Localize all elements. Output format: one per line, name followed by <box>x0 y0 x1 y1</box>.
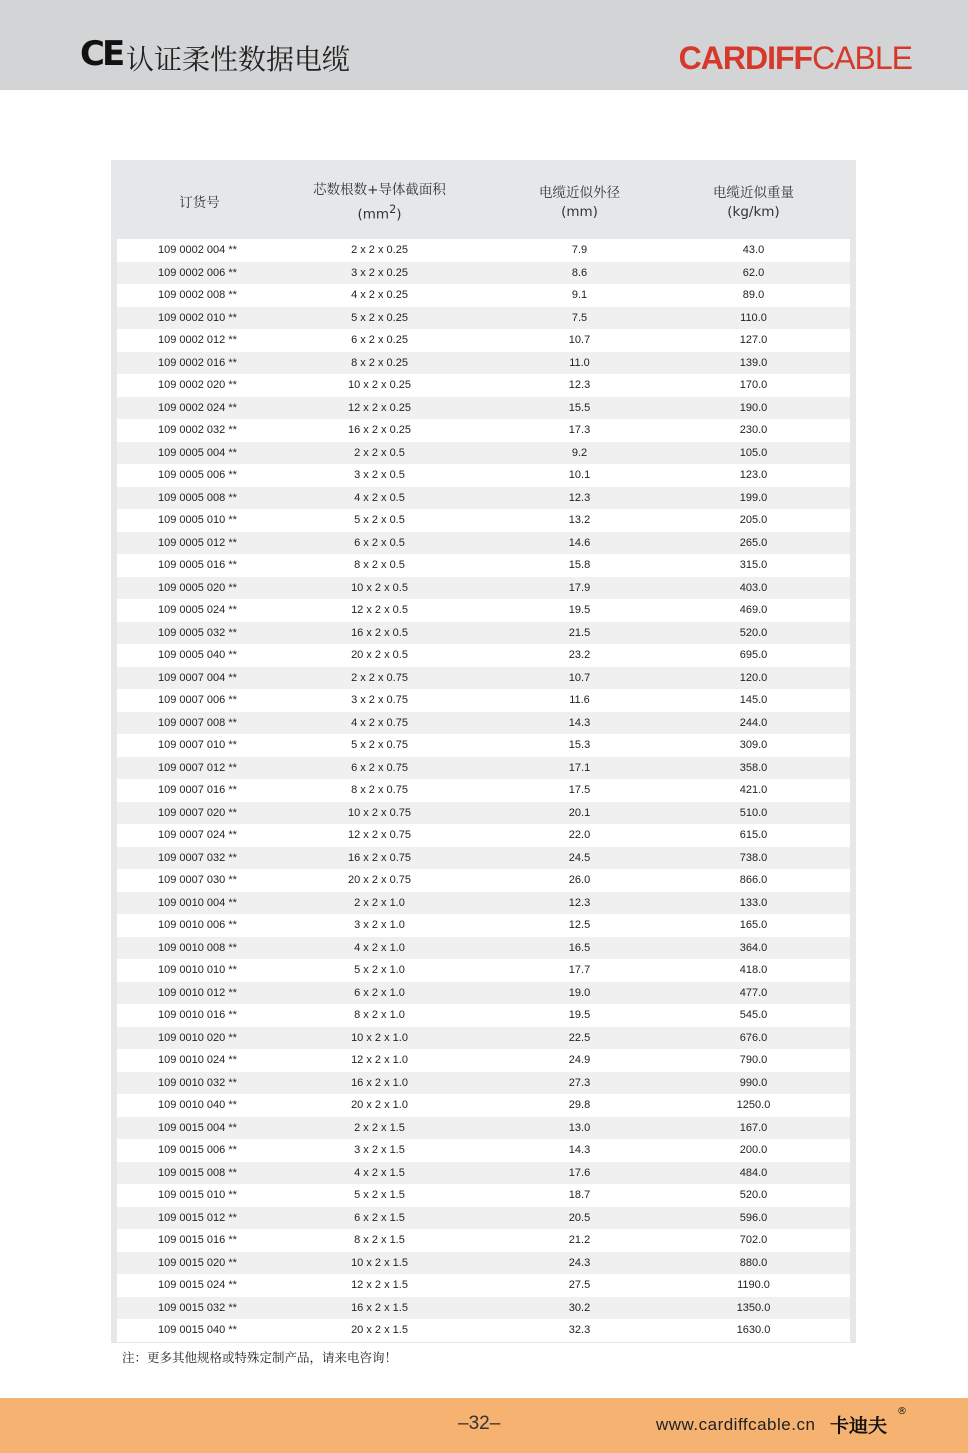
cell-cores: 8 x 2 x 1.5 <box>354 1234 405 1247</box>
cell-diameter: 19.5 <box>568 604 591 617</box>
cell-order-no: 109 0007 024 ** <box>158 829 237 842</box>
cell-weight: 615.0 <box>739 829 768 842</box>
cell-diameter: 22.5 <box>568 1031 591 1044</box>
cell-order-no: 109 0007 012 ** <box>158 761 237 774</box>
cell-order-no: 109 0005 024 ** <box>158 604 237 617</box>
cell-weight: 702.0 <box>739 1234 768 1247</box>
table-row <box>117 307 850 330</box>
cell-weight: 738.0 <box>739 851 768 864</box>
header-cores <box>282 181 477 225</box>
cell-order-no: 109 0007 016 ** <box>158 784 237 797</box>
cell-diameter: 7.9 <box>571 244 588 257</box>
cell-cores: 4 x 2 x 0.25 <box>351 289 408 302</box>
cell-weight: 265.0 <box>739 536 768 549</box>
cell-diameter: 12.3 <box>568 896 591 909</box>
cell-weight: 1250.0 <box>736 1099 771 1112</box>
cell-order-no: 109 0002 010 ** <box>158 311 237 324</box>
table-row <box>117 667 850 690</box>
table-row <box>117 1207 850 1230</box>
page-title: 认证柔性数据电缆 <box>126 43 351 76</box>
cell-cores: 3 x 2 x 0.25 <box>351 266 408 279</box>
cell-cores: 2 x 2 x 1.5 <box>354 1121 405 1134</box>
brand-logo-part1: CARDIFF <box>678 40 813 76</box>
cell-diameter: 16.5 <box>568 941 591 954</box>
cell-order-no: 109 0010 040 ** <box>158 1099 237 1112</box>
cell-cores: 2 x 2 x 0.75 <box>351 671 408 684</box>
cell-order-no: 109 0015 024 ** <box>158 1279 237 1292</box>
table-row <box>117 892 850 915</box>
table-header <box>117 166 850 240</box>
cell-cores: 5 x 2 x 1.0 <box>354 964 405 977</box>
cell-diameter: 26.0 <box>568 874 591 887</box>
cell-diameter: 12.5 <box>568 919 591 932</box>
header-weight-line2: (kg/km) <box>727 204 780 220</box>
cell-weight: 520.0 <box>739 626 768 639</box>
cn-brand-name: 卡迪夫 <box>830 1415 888 1437</box>
cell-weight: 880.0 <box>739 1256 768 1269</box>
table-row <box>117 644 850 667</box>
cell-diameter: 21.2 <box>568 1234 591 1247</box>
table-row <box>117 262 850 285</box>
cell-cores: 10 x 2 x 1.0 <box>351 1031 408 1044</box>
table-row <box>117 802 850 825</box>
cell-diameter: 18.7 <box>568 1189 591 1202</box>
cell-cores: 20 x 2 x 0.75 <box>348 874 411 887</box>
table-row <box>117 1252 850 1275</box>
cell-weight: 123.0 <box>739 469 768 482</box>
cell-diameter: 8.6 <box>571 266 588 279</box>
cell-diameter: 17.9 <box>568 581 591 594</box>
registered-mark: ® <box>897 1406 907 1417</box>
cell-order-no: 109 0005 040 ** <box>158 649 237 662</box>
cell-order-no: 109 0002 006 ** <box>158 266 237 279</box>
cell-diameter: 14.6 <box>568 536 591 549</box>
cell-weight: 421.0 <box>739 784 768 797</box>
table-row <box>117 1297 850 1320</box>
cell-order-no: 109 0007 010 ** <box>158 739 237 752</box>
cell-cores: 6 x 2 x 0.5 <box>354 536 405 549</box>
cell-weight: 199.0 <box>739 491 768 504</box>
table-row <box>117 779 850 802</box>
cell-weight: 127.0 <box>739 334 768 347</box>
cell-diameter: 19.5 <box>568 1009 591 1022</box>
cell-diameter: 9.1 <box>571 289 588 302</box>
cell-diameter: 12.3 <box>568 491 591 504</box>
cell-cores: 16 x 2 x 0.25 <box>348 424 411 437</box>
header-cores-sup: 2 <box>389 203 397 217</box>
cell-cores: 20 x 2 x 1.5 <box>351 1324 408 1337</box>
cell-diameter: 27.5 <box>568 1279 591 1292</box>
table-row <box>117 1094 850 1117</box>
table-row <box>117 1049 850 1072</box>
cell-order-no: 109 0002 008 ** <box>158 289 237 302</box>
cell-diameter: 30.2 <box>568 1301 591 1314</box>
cable-spec-table <box>111 160 856 1343</box>
page-number: –32– <box>458 1413 501 1434</box>
cell-order-no: 109 0010 024 ** <box>158 1054 237 1067</box>
cell-order-no: 109 0010 016 ** <box>158 1009 237 1022</box>
cell-order-no: 109 0015 008 ** <box>158 1166 237 1179</box>
cell-order-no: 109 0015 010 ** <box>158 1189 237 1202</box>
cell-diameter: 13.0 <box>568 1121 591 1134</box>
cell-order-no: 109 0002 020 ** <box>158 379 237 392</box>
cell-weight: 695.0 <box>739 649 768 662</box>
cell-cores: 3 x 2 x 1.5 <box>354 1144 405 1157</box>
cell-order-no: 109 0007 006 ** <box>158 694 237 707</box>
cell-weight: 484.0 <box>739 1166 768 1179</box>
cell-order-no: 109 0010 006 ** <box>158 919 237 932</box>
table-row <box>117 599 850 622</box>
cell-order-no: 109 0005 004 ** <box>158 446 237 459</box>
brand-logo-part2: CABLE <box>812 40 912 76</box>
cell-diameter: 11.0 <box>569 356 590 369</box>
table-row <box>117 1229 850 1252</box>
table-row <box>117 419 850 442</box>
cell-weight: 358.0 <box>739 761 768 774</box>
cell-cores: 20 x 2 x 0.5 <box>351 649 408 662</box>
cell-order-no: 109 0010 010 ** <box>158 964 237 977</box>
cell-order-no: 109 0005 006 ** <box>158 469 237 482</box>
cell-cores: 4 x 2 x 0.75 <box>351 716 408 729</box>
cell-cores: 6 x 2 x 1.0 <box>354 986 405 999</box>
cell-weight: 596.0 <box>739 1211 768 1224</box>
header-diameter-line1: 电缆近似外径 <box>539 185 620 201</box>
cell-weight: 200.0 <box>739 1144 768 1157</box>
cell-diameter: 10.7 <box>568 334 591 347</box>
cell-weight: 469.0 <box>739 604 768 617</box>
cell-diameter: 22.0 <box>568 829 591 842</box>
table-row <box>117 824 850 847</box>
cell-weight: 990.0 <box>739 1076 768 1089</box>
cell-order-no: 109 0010 020 ** <box>158 1031 237 1044</box>
cell-diameter: 17.7 <box>568 964 591 977</box>
cell-weight: 230.0 <box>739 424 768 437</box>
header-cores-line2: (mm <box>357 206 390 223</box>
cell-diameter: 19.0 <box>568 986 591 999</box>
cell-weight: 167.0 <box>739 1121 768 1134</box>
cell-weight: 244.0 <box>739 716 768 729</box>
cell-order-no: 109 0015 006 ** <box>158 1144 237 1157</box>
table-row <box>117 464 850 487</box>
header-cores-line1: 芯数根数+导体截面积 <box>313 182 446 199</box>
ce-mark-logo: CE <box>80 34 123 74</box>
table-row <box>117 847 850 870</box>
cell-cores: 2 x 2 x 0.25 <box>351 244 408 257</box>
table-row <box>117 757 850 780</box>
table-row <box>117 284 850 307</box>
cell-weight: 545.0 <box>739 1009 768 1022</box>
cell-order-no: 109 0015 032 ** <box>158 1301 237 1314</box>
cell-order-no: 109 0015 020 ** <box>158 1256 237 1269</box>
cell-cores: 12 x 2 x 0.25 <box>348 401 411 414</box>
cell-diameter: 11.6 <box>569 694 590 707</box>
cell-order-no: 109 0007 008 ** <box>158 716 237 729</box>
cell-order-no: 109 0005 016 ** <box>158 559 237 572</box>
cell-cores: 16 x 2 x 0.75 <box>348 851 411 864</box>
cell-order-no: 109 0015 004 ** <box>158 1121 237 1134</box>
cell-diameter: 17.1 <box>568 761 591 774</box>
table-row <box>117 914 850 937</box>
table-row <box>117 1004 850 1027</box>
cell-cores: 2 x 2 x 1.0 <box>354 896 405 909</box>
table-row <box>117 1072 850 1095</box>
cell-cores: 5 x 2 x 0.75 <box>351 739 408 752</box>
cell-diameter: 24.9 <box>568 1054 591 1067</box>
cell-diameter: 17.3 <box>568 424 591 437</box>
cell-cores: 16 x 2 x 0.5 <box>351 626 408 639</box>
table-row <box>117 712 850 735</box>
table-row <box>117 734 850 757</box>
cell-order-no: 109 0007 004 ** <box>158 671 237 684</box>
table-row <box>117 1319 850 1342</box>
table-row <box>117 554 850 577</box>
cell-cores: 10 x 2 x 0.5 <box>351 581 408 594</box>
table-row <box>117 374 850 397</box>
table-row <box>117 1139 850 1162</box>
cell-cores: 6 x 2 x 0.25 <box>351 334 408 347</box>
cell-cores: 2 x 2 x 0.5 <box>354 446 405 459</box>
cell-weight: 170.0 <box>739 379 768 392</box>
cell-cores: 8 x 2 x 0.25 <box>351 356 408 369</box>
cell-cores: 4 x 2 x 1.5 <box>354 1166 405 1179</box>
cell-cores: 10 x 2 x 1.5 <box>351 1256 408 1269</box>
cell-order-no: 109 0005 020 ** <box>158 581 237 594</box>
table-row <box>117 622 850 645</box>
cell-order-no: 109 0002 024 ** <box>158 401 237 414</box>
cell-weight: 133.0 <box>739 896 768 909</box>
cell-cores: 8 x 2 x 1.0 <box>354 1009 405 1022</box>
table-row <box>117 937 850 960</box>
table-row <box>117 509 850 532</box>
table-row <box>117 239 850 262</box>
cell-order-no: 109 0002 004 ** <box>158 244 237 257</box>
cell-order-no: 109 0015 012 ** <box>158 1211 237 1224</box>
cell-order-no: 109 0010 004 ** <box>158 896 237 909</box>
cell-diameter: 15.3 <box>568 739 591 752</box>
table-row <box>117 1027 850 1050</box>
table-row <box>117 442 850 465</box>
cell-diameter: 9.2 <box>571 446 588 459</box>
cell-diameter: 10.1 <box>568 469 591 482</box>
table-row <box>117 329 850 352</box>
cell-cores: 10 x 2 x 0.75 <box>348 806 411 819</box>
cell-cores: 6 x 2 x 0.75 <box>351 761 408 774</box>
cell-cores: 3 x 2 x 0.5 <box>354 469 405 482</box>
cell-weight: 1190.0 <box>737 1279 770 1292</box>
footnote: 注：更多其他规格或特殊定制产品，请来电咨询！ <box>122 1350 398 1365</box>
website-link[interactable]: www.cardiffcable.cn <box>656 1415 816 1434</box>
cell-cores: 20 x 2 x 1.0 <box>351 1099 408 1112</box>
cell-weight: 309.0 <box>739 739 768 752</box>
header-cores-line2-end: ) <box>396 206 402 223</box>
cell-weight: 520.0 <box>739 1189 768 1202</box>
cell-diameter: 7.5 <box>571 311 588 324</box>
cell-diameter: 14.3 <box>568 1144 591 1157</box>
cell-diameter: 10.7 <box>568 671 591 684</box>
cell-weight: 1630.0 <box>736 1324 771 1337</box>
cell-weight: 676.0 <box>739 1031 768 1044</box>
cell-diameter: 23.2 <box>568 649 591 662</box>
cell-weight: 110.0 <box>740 311 767 324</box>
cell-order-no: 109 0015 040 ** <box>158 1324 237 1337</box>
cell-order-no: 109 0005 032 ** <box>158 626 237 639</box>
cell-cores: 5 x 2 x 0.5 <box>354 514 405 527</box>
cell-diameter: 29.8 <box>568 1099 591 1112</box>
cell-weight: 364.0 <box>739 941 768 954</box>
table-row <box>117 397 850 420</box>
cell-diameter: 15.5 <box>568 401 591 414</box>
cell-cores: 16 x 2 x 1.0 <box>351 1076 408 1089</box>
cell-weight: 145.0 <box>739 694 768 707</box>
cell-diameter: 14.3 <box>568 716 591 729</box>
cell-diameter: 12.3 <box>568 379 591 392</box>
cell-weight: 477.0 <box>739 986 768 999</box>
table-row <box>117 577 850 600</box>
header-weight <box>682 184 825 222</box>
cell-cores: 12 x 2 x 1.5 <box>351 1279 408 1292</box>
cell-cores: 10 x 2 x 0.25 <box>348 379 411 392</box>
cell-weight: 866.0 <box>739 874 768 887</box>
cell-order-no: 109 0010 008 ** <box>158 941 237 954</box>
table-row <box>117 982 850 1005</box>
cell-weight: 205.0 <box>739 514 768 527</box>
cell-cores: 12 x 2 x 0.75 <box>348 829 411 842</box>
table-row <box>117 1162 850 1185</box>
table-row <box>117 1274 850 1297</box>
cell-order-no: 109 0005 010 ** <box>158 514 237 527</box>
cell-diameter: 13.2 <box>568 514 591 527</box>
cell-weight: 139.0 <box>739 356 768 369</box>
cell-order-no: 109 0002 016 ** <box>158 356 237 369</box>
cell-cores: 3 x 2 x 0.75 <box>351 694 408 707</box>
cell-cores: 8 x 2 x 0.75 <box>351 784 408 797</box>
cell-weight: 165.0 <box>739 919 768 932</box>
cell-diameter: 20.5 <box>568 1211 591 1224</box>
cell-order-no: 109 0015 016 ** <box>158 1234 237 1247</box>
cell-cores: 12 x 2 x 1.0 <box>351 1054 408 1067</box>
cell-cores: 5 x 2 x 0.25 <box>351 311 408 324</box>
table-row <box>117 959 850 982</box>
cell-weight: 1350.0 <box>736 1301 771 1314</box>
table-row <box>117 352 850 375</box>
table-body <box>117 239 850 1342</box>
cell-weight: 89.0 <box>742 289 765 302</box>
header-weight-line1: 电缆近似重量 <box>713 185 794 201</box>
cell-order-no: 109 0010 032 ** <box>158 1076 237 1089</box>
header-diameter <box>477 184 682 222</box>
table-row <box>117 532 850 555</box>
cell-order-no: 109 0005 012 ** <box>158 536 237 549</box>
table-row <box>117 1117 850 1140</box>
cell-cores: 8 x 2 x 0.5 <box>354 559 405 572</box>
cell-weight: 62.0 <box>742 266 765 279</box>
cell-diameter: 32.3 <box>568 1324 591 1337</box>
cell-order-no: 109 0002 032 ** <box>158 424 237 437</box>
cell-diameter: 17.5 <box>568 784 591 797</box>
cell-weight: 43.0 <box>742 244 765 257</box>
cell-cores: 4 x 2 x 1.0 <box>354 941 405 954</box>
table-row <box>117 1184 850 1207</box>
cell-order-no: 109 0002 012 ** <box>158 334 237 347</box>
cell-weight: 120.0 <box>739 671 768 684</box>
header-diameter-line2: (mm) <box>561 204 598 220</box>
cell-diameter: 17.6 <box>568 1166 591 1179</box>
cell-diameter: 27.3 <box>568 1076 591 1089</box>
cell-order-no: 109 0010 012 ** <box>158 986 237 999</box>
cell-cores: 16 x 2 x 1.5 <box>351 1301 408 1314</box>
cell-cores: 12 x 2 x 0.5 <box>351 604 408 617</box>
table-row <box>117 869 850 892</box>
table-row <box>117 487 850 510</box>
brand-logo <box>679 40 912 77</box>
cell-weight: 315.0 <box>739 559 768 572</box>
cell-weight: 510.0 <box>739 806 768 819</box>
cell-diameter: 21.5 <box>568 626 591 639</box>
cell-order-no: 109 0007 032 ** <box>158 851 237 864</box>
cell-weight: 418.0 <box>739 964 768 977</box>
cell-cores: 5 x 2 x 1.5 <box>354 1189 405 1202</box>
page-header <box>0 0 968 90</box>
table-row <box>117 689 850 712</box>
cell-order-no: 109 0007 020 ** <box>158 806 237 819</box>
cell-cores: 6 x 2 x 1.5 <box>354 1211 405 1224</box>
cell-weight: 105.0 <box>739 446 768 459</box>
cell-weight: 190.0 <box>739 401 768 414</box>
cell-diameter: 24.3 <box>568 1256 591 1269</box>
cell-diameter: 15.8 <box>568 559 591 572</box>
cell-diameter: 20.1 <box>568 806 591 819</box>
cell-weight: 403.0 <box>739 581 768 594</box>
header-order-no: 订货号 <box>179 194 220 211</box>
cell-weight: 790.0 <box>739 1054 768 1067</box>
cell-cores: 3 x 2 x 1.0 <box>354 919 405 932</box>
cell-order-no: 109 0005 008 ** <box>158 491 237 504</box>
cell-diameter: 24.5 <box>568 851 591 864</box>
cell-cores: 4 x 2 x 0.5 <box>354 491 405 504</box>
cell-order-no: 109 0007 030 ** <box>158 874 237 887</box>
